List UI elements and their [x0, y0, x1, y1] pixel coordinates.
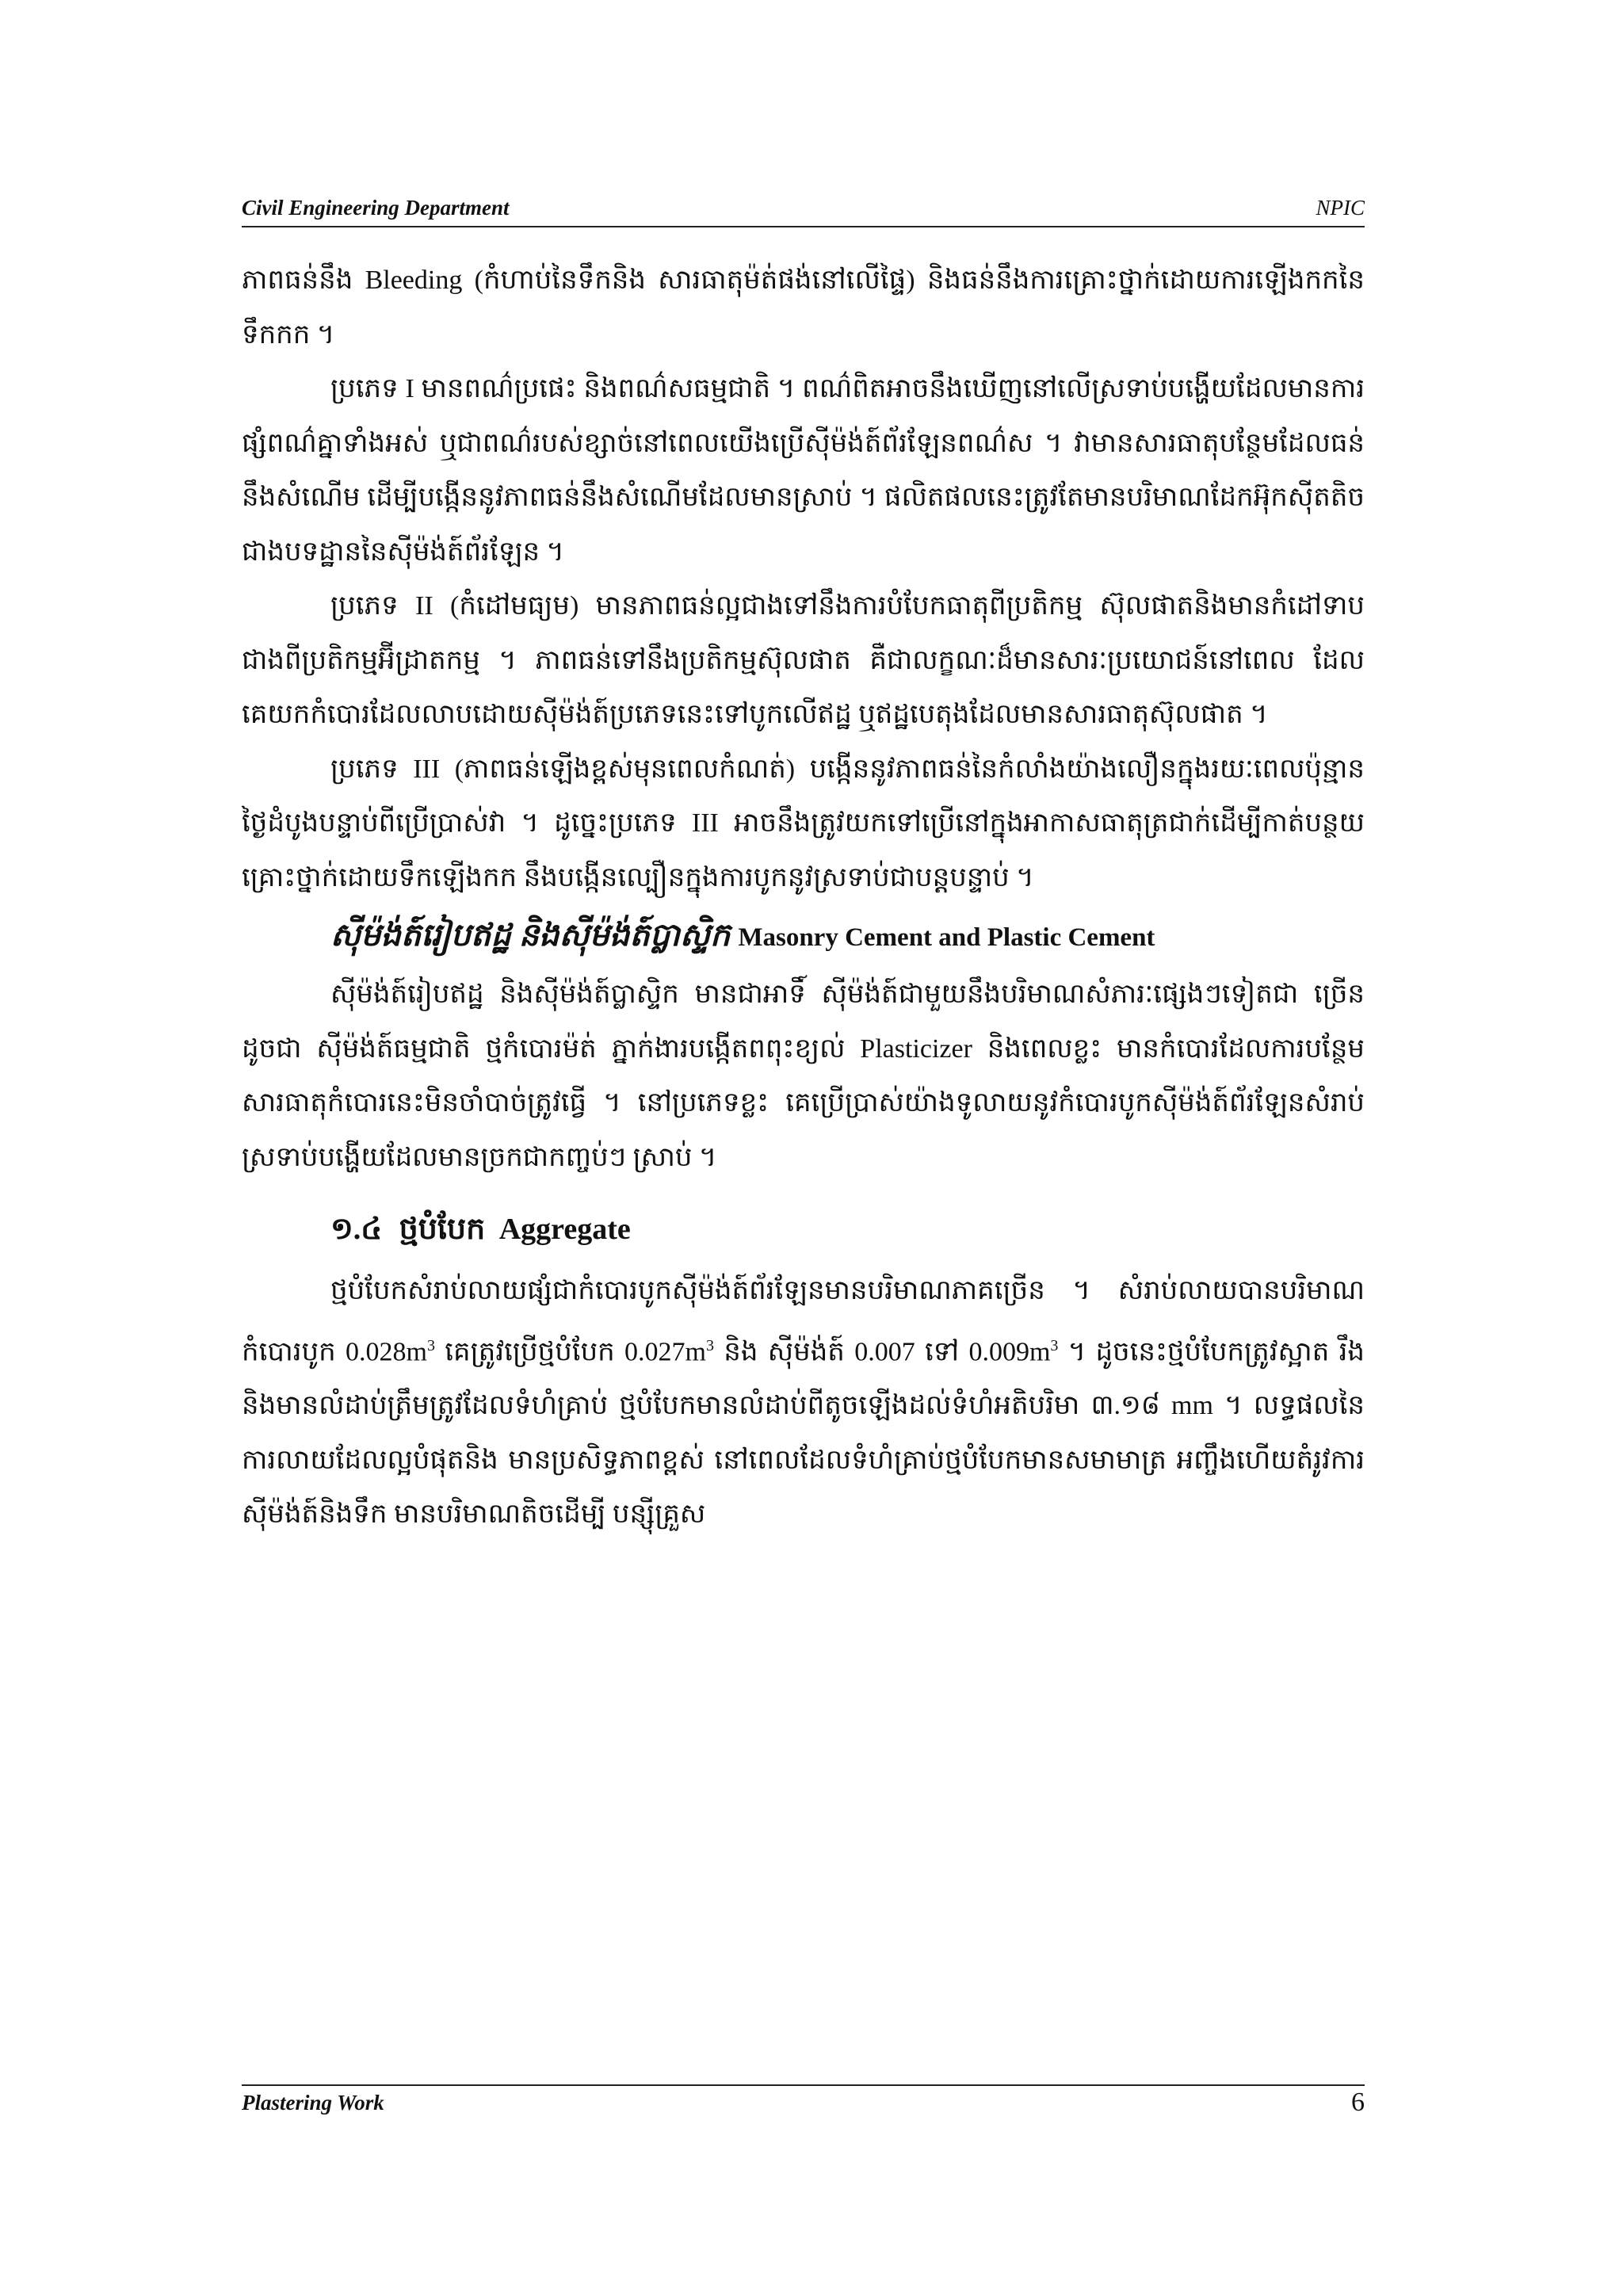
header-department: Civil Engineering Department — [242, 196, 510, 220]
section-number: ១.៤ — [330, 1213, 383, 1246]
footer-title: Plastering Work — [242, 2091, 384, 2115]
paragraph-aggregate — [242, 1264, 1365, 1542]
paragraph-masonry-cement: ស៊ីម៉ង់ត៍រៀបឥដ្ឋ និងស៊ីម៉ង់ត៍ប្លាស្ទិក មានជាអាទិ៍ ស៊ីម៉ង់ត៍ជាមួយនឹងបរិមាណសំភារៈផ្សេងៗទៀតជា ច្រើនដូចជា ស៊ីម៉ង់ត៍ធម្មជាតិ ថ្មកំបោរម៉ត់ ភ្នាក់ងារបង្កើតពពុះខ្យល់ Plasticizer និងពេលខ្លះ មានកំបោរដែលការបន្ថែម សារធាតុកំបោរនេះមិនចាំបាច់ត្រូវធ្វើ ។ នៅប្រភេទខ្លះ គេប្រើប្រាស់យ៉ាងទូលាយនូវកំបោរបូកស៊ីម៉ង់ត៍ព័រឡែនសំរាប់ស្រទាប់បង្ហើយដែលមានច្រកជាកញ្ចប់ៗ ស្រាប់ ។ — [242, 980, 1365, 1172]
paragraph-bleeding: ភាពធន់នឹង Bleeding (កំហាប់នៃទឹកនិង សារធាតុម៉ត់ផង់នៅលើផ្ទៃ) និងធន់នឹងការគ្រោះថ្នាក់ដោយការឡើងកកនៃទឹកកក ។ — [242, 266, 1365, 350]
subheading-khmer: ស៊ីម៉ង់ត៍រៀបឥដ្ឋ និងស៊ីម៉ង់ត៍ប្លាស្ទិក — [330, 917, 731, 953]
section-title-khmer: ថ្មបំបែក — [399, 1213, 486, 1246]
aggregate-text-part3: និង ស៊ីម៉ង់ត៍ 0.007 ទៅ 0.009m — [714, 1336, 1051, 1366]
page-number: 6 — [1351, 2088, 1365, 2117]
paragraph-type-1: ប្រភេទ I មានពណ៌ប្រផេះ និងពណ៌សធម្មជាតិ ។ ពណ៌ពិតអាចនឹងឃើញនៅលើស្រទាប់បង្ហើយដែលមានការផ្សំពណ៌គ្នាទាំងអស់ ឬជាពណ៌របស់ខ្សាច់នៅពេលយើងប្រើស៊ីម៉ង់ត៍ព័រឡែនពណ៌ស ។ វាមានសារធាតុបន្ថែមដែលធន់នឹងសំណើម ដើម្បីបង្កើននូវភាពធន់នឹងសំណើមដែលមានស្រាប់ ។ ផលិតផលនេះត្រូវតែមានបរិមាណដែកអ៊ុកស៊ីតតិចជាងបទដ្ឋាននៃស៊ីម៉ង់ត៍ព័រឡែន ។ — [242, 374, 1365, 567]
paragraph-type-3: ប្រភេទ III (ភាពធន់ឡើងខ្ពស់មុនពេលកំណត់) បង្កើននូវភាពធន់នៃកំលាំងយ៉ាងលឿនក្នុងរយៈពេលប៉ុន្មានថ្ងៃដំបូងបន្ទាប់ពីប្រើប្រាស់វា ។ ដូច្នេះប្រភេទ III អាចនឹងត្រូវយកទៅប្រើនៅក្នុងអាកាសធាតុត្រជាក់ដើម្បីកាត់បន្ថយគ្រោះថ្នាក់ដោយទឹកឡើងកក នឹងបង្កើនល្បឿនក្នុងការបូកនូវស្រទាប់ជាបន្តបន្ទាប់ ។ — [242, 754, 1365, 892]
footer-rule — [242, 2084, 1365, 2086]
superscript-cubic: 3 — [706, 1336, 714, 1354]
page-footer — [242, 2088, 1365, 2122]
aggregate-text-part2: គេត្រូវប្រើថ្មបំបែក 0.027m — [434, 1336, 706, 1366]
document-body — [242, 254, 1365, 1542]
subheading-english: Masonry Cement and Plastic Cement — [738, 923, 1155, 952]
aggregate-text-part1: ថ្មបំបែកសំរាប់លាយផ្សំជាកំបោរបូកស៊ីម៉ង់ត៍ព័រឡែនមានបរិមាណភាគច្រើន ។ សំរាប់លាយបានបរិមាណកំបោរបូក 0.028m — [242, 1276, 1365, 1366]
section-heading-aggregate — [242, 1201, 1365, 1258]
page-header — [242, 189, 1365, 220]
superscript-cubic: 3 — [426, 1336, 435, 1354]
header-rule — [242, 226, 1365, 227]
aggregate-text-part4: ។ ដូចនេះថ្មបំបែកត្រូវស្អាត រឹងនិងមានលំដាប់ត្រឹមត្រូវដែលទំហំគ្រាប់ ថ្មបំបែកមានលំដាប់ពីតូចឡើងដល់ទំហំអតិបរិមា ៣.១៨ mm ។ លទ្ធផលនៃការលាយដែលល្អបំផុតនិង មានប្រសិទ្ធភាពខ្ពស់ នៅពេលដែលទំហំគ្រាប់ថ្មបំបែកមានសមាមាត្រ អញ្ចឹងហើយតំរូវការស៊ីម៉ង់ត៍និងទឹក មានបរិមាណតិចដើម្បី បន្ស៊ីគ្រួស — [242, 1336, 1365, 1530]
superscript-cubic: 3 — [1050, 1336, 1059, 1354]
header-institution: NPIC — [1316, 196, 1365, 220]
subheading-masonry-cement — [242, 905, 1365, 968]
section-title-english: Aggregate — [498, 1213, 631, 1246]
paragraph-type-2: ប្រភេទ II (កំដៅមធ្យម) មានភាពធន់ល្អជាងទៅនឹងការបំបែកធាតុពីប្រតិកម្ម ស៊ុលផាតនិងមានកំដៅទាបជាងពីប្រតិកម្មអ៊ីដ្រាតកម្ម ។ ភាពធន់ទៅនឹងប្រតិកម្មស៊ុលផាត គឺជាលក្ខណៈដ៏មានសារៈប្រយោជន៍នៅពេល ដែលគេយកកំបោរដែលលាបដោយស៊ីម៉ង់ត៍ប្រភេទនេះទៅបូកលើឥដ្ឋ ឬឥដ្ឋបេតុងដែលមានសារធាតុស៊ុលផាត ។ — [242, 591, 1365, 729]
